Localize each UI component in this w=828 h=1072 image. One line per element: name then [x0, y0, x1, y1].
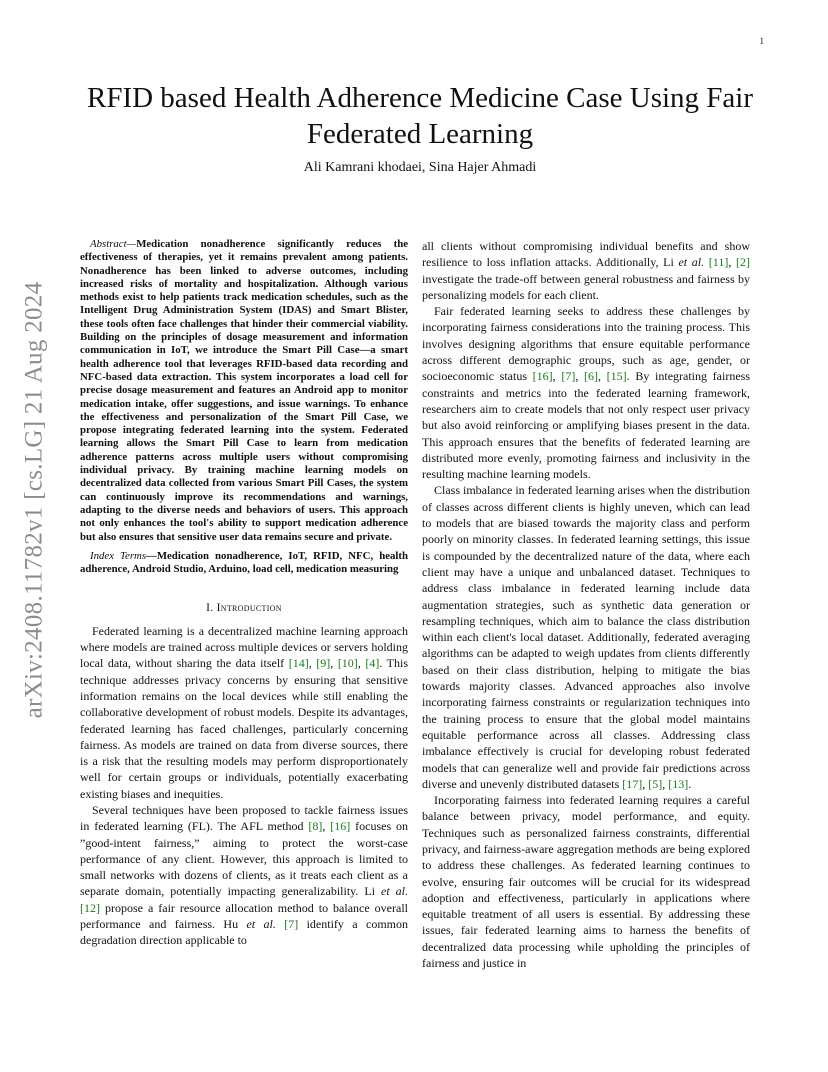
- abstract: Abstract—Medication nonadherence significantly reduces the effectiveness of therapies, yet it remains prevalent among patients. Nonadherence has been linked to adverse outcomes, including increased risks of mortality and hospitalization. Although various methods exist to help patients track medication schedules, such as the Intelligent Drug Administration System (IDAS) and Smart Blister, these tools often face challenges that hinder their commercial viability. Building on the principles of dosage measurement and information communication in IoT, we introduce the Smart Pill Case—a smart health adherence tool that leverages RFID-based data recording and NFC-based data extraction. This system incorporates a load cell for precise dosage measurement and features an Android app to monitor medication intake, offer suggestions, and issue warnings. To enhance the effectiveness and personalization of the Smart Pill Case, we propose integrating federated learning into the system. Federated learning allows the Smart Pill Case to learn from medication adherence patterns across multiple users without compromising individual privacy. By training machine learning models on decentralized data collected from various Smart Pill Cases, the system can continuously improve its recommendations and warnings, adapting to the diverse needs and behaviors of users. This approach not only enhances the tool's ability to support medication adherence but also ensures that sensitive user data remains secure and private.: [80, 238, 408, 543]
- citation-link[interactable]: [14]: [288, 656, 309, 671]
- paragraph-6: Incorporating fairness into federated learning requires a careful balance between privacy, model performance, and equity. Techniques such as personalized fairness constraints, differential privacy, and fairness-aware aggregation methods are being explored to address these challenges. As federated learning continues to evolve, ensuring fair outcomes will be crucial for its widespread adoption and effectiveness, particularly in applications where equitable treatment of all users is essential. By addressing these issues, fair federated learning aims to harness the benefits of decentralized data processing while upholding the principles of fairness and justice in: [422, 793, 750, 971]
- citation-link[interactable]: [17]: [622, 776, 643, 791]
- page-number: 1: [759, 36, 764, 46]
- citation-link[interactable]: [9]: [316, 656, 331, 671]
- paragraph-1: Federated learning is a decentralized machine learning approach where models are trained across multiple devices or servers holding local data, without sharing the data itself [14], [9], [10], [4]. This technique addresses privacy concerns by ensuring that sensitive information remains on the local devices while still enabling the collaborative development of robust models. Despite its advantages, federated learning has faced challenges, particularly concerning fairness. As models are trained on data from diverse sources, there is a risk that the resulting models may perform disproportionately well for certain groups or individuals, potentially exacerbating existing biases and inequities.: [80, 623, 409, 801]
- index-terms-label: Index Terms: [90, 549, 147, 562]
- paper-title: RFID based Health Adherence Medicine Case Using Fair Federated Learning: [86, 82, 754, 150]
- abstract-text: Medication nonadherence significantly reduces the effectiveness of therapies, yet it remains prevalent among patients. Nonadherence has been linked to adverse outcomes, including increased risks of mortality and hospitalization. Although various methods exist to help patients track medication schedules, such as the Intelligent Drug Administration System (IDAS) and Smart Blister, these tools often face challenges that hinder their commercial viability. Building on the principles of dosage measurement and information communication in IoT, we introduce the Smart Pill Case—a smart health adherence tool that leverages RFID-based data recording and NFC-based data extraction. This system incorporates a load cell for precise dosage measurement and features an Android app to monitor medication intake, offer suggestions, and issue warnings. To enhance the effectiveness and personalization of the Smart Pill Case, we propose integrating federated learning into the system. Federated learning allows the Smart Pill Case to learn from medication adherence patterns across multiple users without compromising individual privacy. By training machine learning models on decentralized data collected from various Smart Pill Cases, the system can continuously improve its recommendations and warnings, adapting to the diverse needs and behaviors of users. This approach not only enhances the tool's ability to support medication adherence but also ensures that sensitive user data remains secure and private.: [80, 238, 408, 543]
- paragraph-2: Several techniques have been proposed to tackle fairness issues in federated learning (FL). The AFL method [8], [16] focuses on ”good-intent fairness,” aiming to protect the worst-case performance of any client. However, this approach is limited to small networks with dozens of clients, as it treats each client as a separate domain, potentially impacting generalizability. Li et al. [12] propose a fair resource allocation method to balance overall performance and fairness. Hu et al. [7] identify a common degradation direction applicable to: [80, 802, 409, 948]
- citation-link[interactable]: [4]: [365, 656, 380, 671]
- arxiv-stamp: [14, 260, 54, 740]
- citation-link[interactable]: [11]: [708, 255, 729, 270]
- citation-link[interactable]: [15]: [606, 369, 627, 384]
- citation-link[interactable]: [2]: [736, 255, 751, 270]
- citation-link[interactable]: [12]: [80, 900, 100, 915]
- citation-link[interactable]: [7]: [561, 369, 576, 384]
- index-terms-text: Medication nonadherence, IoT, RFID, NFC, health adherence, Android Studio, Arduino, load cell, medication measuring: [80, 549, 408, 576]
- paragraph-5: Class imbalance in federated learning arises when the distribution of classes across different clients is highly uneven, which can lead to models that are biased towards the majority class and perform poorly on minority classes. In federated learning settings, this issue is compounded by the decentralized nature of the data, where each client may have a unique and unbalanced dataset. Techniques to address class imbalance in federated learning include data augmentation strategies, such as synthetic data generation or resampling techniques, which aim to balance the class distribution within each client's local dataset. Additionally, federated averaging algorithms can be adapted to weigh updates from clients differently based on their class distribution, helping to mitigate the bias towards majority classes. Advanced approaches also involve incorporating fairness constraints or regularization techniques into the training process to ensure that the global model maintains equitable performance across all classes. Addressing class imbalance effectively is crucial for developing robust federated models that can generalize well and provide fair predictions across diverse and unevenly distributed datasets [17], [5], [13].: [422, 483, 750, 791]
- section-number: I.: [206, 602, 214, 615]
- citation-link[interactable]: [16]: [532, 369, 553, 384]
- abstract-label: Abstract: [90, 238, 127, 250]
- citation-link[interactable]: [13]: [668, 776, 689, 791]
- left-column: [80, 238, 408, 949]
- citation-link[interactable]: [6]: [584, 369, 598, 384]
- arxiv-identifier[interactable]: arXiv:2408.11782v1 [cs.LG] 21 Aug 2024: [20, 281, 48, 719]
- citation-link[interactable]: [7]: [284, 917, 299, 932]
- citation-link[interactable]: [16]: [330, 819, 351, 834]
- right-column: [422, 238, 750, 971]
- citation-link[interactable]: [5]: [648, 776, 663, 791]
- section-title: Introduction: [216, 602, 282, 615]
- paragraph-3: all clients without compromising individual benefits and show resilience to loss inflation attacks. Additionally, Li et al. [11], [2] investigate the trade-off between general robustness and fairness by personalizing models for each client.: [422, 239, 751, 302]
- paragraph-4: Fair federated learning seeks to address these challenges by incorporating fairness considerations into the training process. This involves designing algorithms that ensure equitable performance across different demographic groups, such as age, gender, or socioeconomic status [16], [7], [6], [15]. By integrating fairness constraints and metrics into the federated learning framework, researchers aim to create models that not only respect user privacy but also avoid reinforcing or amplifying biases present in the data. This approach ensures that the benefits of federated learning are distributed more evenly, promoting fairness and inclusivity in the resulting machine learning models.: [422, 304, 750, 482]
- citation-link[interactable]: [8]: [308, 819, 323, 834]
- citation-link[interactable]: [10]: [337, 656, 358, 671]
- index-terms: Index Terms—Medication nonadherence, IoT, RFID, NFC, health adherence, Android Studio, Arduino, load cell, medication measuring: [80, 549, 408, 576]
- paper-authors: Ali Kamrani khodaei, Sina Hajer Ahmadi: [303, 160, 537, 175]
- section-heading: [80, 600, 408, 616]
